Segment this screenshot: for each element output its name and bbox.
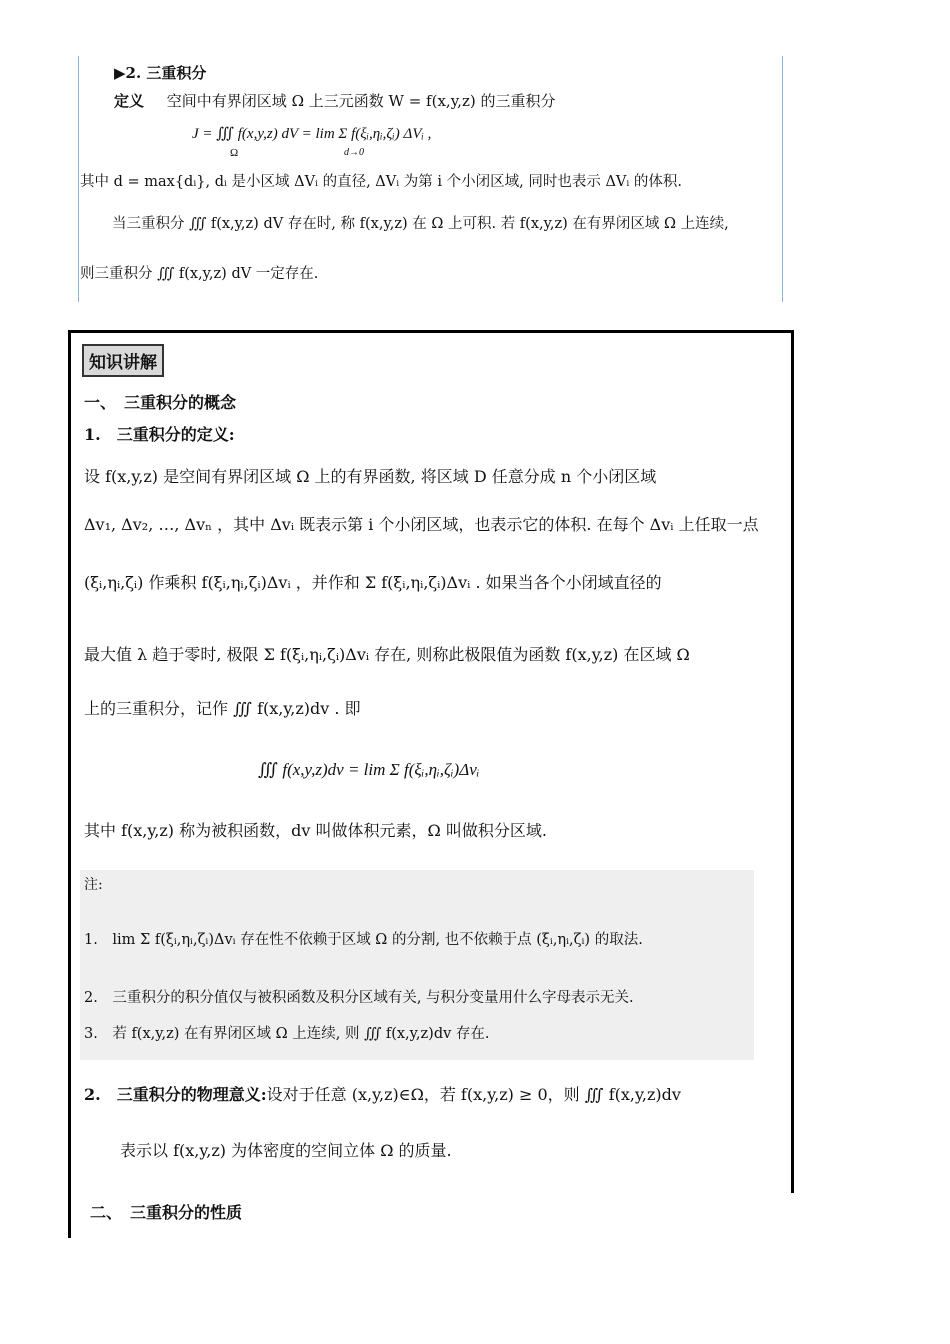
definition-paragraph-line-5: 上的三重积分，记作 ∭ f(x,y,z)dv . 即 [84, 699, 361, 718]
note-item-1: 1. lim Σ f(ξᵢ,ηᵢ,ζᵢ)Δvᵢ 存在性不依赖于区域 Ω 的分割, 也不依赖于点 (ξᵢ,ηᵢ,ζᵢ) 的取法. [84, 932, 643, 948]
excerpt-left-rule [78, 56, 79, 302]
definition-label: 定义 [114, 92, 145, 110]
note-item-3: 3. 若 f(x,y,z) 在有界闭区域 Ω 上连续, 则 ∭ f(x,y,z)dv 存在. [84, 1026, 490, 1042]
integrand-explanation: 其中 f(x,y,z) 称为被积函数，dv 叫做体积元素，Ω 叫做积分区域. [84, 821, 547, 840]
subsection-1-heading: 1. 三重积分的定义: [84, 425, 235, 444]
knowledge-box-left-border [68, 1190, 71, 1238]
section-1-heading: 一、 三重积分的概念 [84, 393, 237, 412]
physical-meaning-text: 设对于任意 (x,y,z)∈Ω，若 f(x,y,z) ≥ 0，则 ∭ f(x,y,z)dv [266, 1085, 681, 1104]
definition-paragraph-line-1: 设 f(x,y,z) 是空间有界闭区域 Ω 上的有界函数, 将区域 D 任意分成 n 个小闭区域 [84, 467, 657, 486]
excerpt-formula-domain: Ω [230, 147, 239, 159]
excerpt-line-3: 其中 d = max{dᵢ}, dᵢ 是小区域 ΔVᵢ 的直径, ΔVᵢ 为第 i 个小闭区域, 同时也表示 ΔVᵢ 的体积. [80, 174, 683, 190]
knowledge-title: 知识讲解 [82, 344, 164, 377]
physical-meaning-line-1 [84, 1082, 681, 1105]
excerpt-line-4: 当三重积分 ∭ f(x,y,z) dV 存在时, 称 f(x,y,z) 在 Ω 上可积. 若 f(x,y,z) 在有界闭区域 Ω 上连续, [112, 216, 729, 232]
excerpt-formula: J = ∭ f(x,y,z) dV = lim Σ f(ξᵢ,ηᵢ,ζᵢ) ΔVᵢ , [192, 126, 432, 142]
definition-paragraph-line-2: Δv₁, Δv₂, …, Δvₙ ，其中 Δvᵢ 既表示第 i 个小闭区域，也表示它的体积. 在每个 Δvᵢ 上任取一点 [84, 515, 759, 534]
triple-integral-definition-formula: ∭ f(x,y,z)dv = lim Σ f(ξᵢ,ηᵢ,ζᵢ)Δvᵢ [258, 760, 480, 779]
note-label: 注: [84, 877, 103, 893]
definition-text: 空间中有界闭区域 Ω 上三元函数 W = f(x,y,z) 的三重积分 [166, 92, 556, 110]
definition-paragraph-line-3: (ξᵢ,ηᵢ,ζᵢ) 作乘积 f(ξᵢ,ηᵢ,ζᵢ)Δvᵢ ，并作和 Σ f(ξᵢ,ηᵢ,ζᵢ)Δvᵢ . 如果当各个小闭域直径的 [84, 573, 662, 592]
physical-meaning-line-2: 表示以 f(x,y,z) 为体密度的空间立体 Ω 的质量. [120, 1141, 452, 1160]
excerpt-right-rule [782, 56, 783, 302]
physical-meaning-label: 2. 三重积分的物理意义: [84, 1085, 267, 1104]
section-2-heading: 二、 三重积分的性质 [90, 1203, 243, 1222]
definition-paragraph-line-4: 最大值 λ 趋于零时, 极限 Σ f(ξᵢ,ηᵢ,ζᵢ)Δvᵢ 存在, 则称此极限值为函数 f(x,y,z) 在区域 Ω [84, 645, 690, 664]
excerpt-definition [114, 90, 555, 111]
excerpt-heading: ▶2. 三重积分 [114, 64, 207, 82]
note-item-2: 2. 三重积分的积分值仅与被积函数及积分区域有关, 与积分变量用什么字母表示无关. [84, 990, 634, 1006]
excerpt-formula-limit: d→0 [344, 147, 364, 158]
excerpt-line-5: 则三重积分 ∭ f(x,y,z) dV 一定存在. [80, 266, 319, 282]
